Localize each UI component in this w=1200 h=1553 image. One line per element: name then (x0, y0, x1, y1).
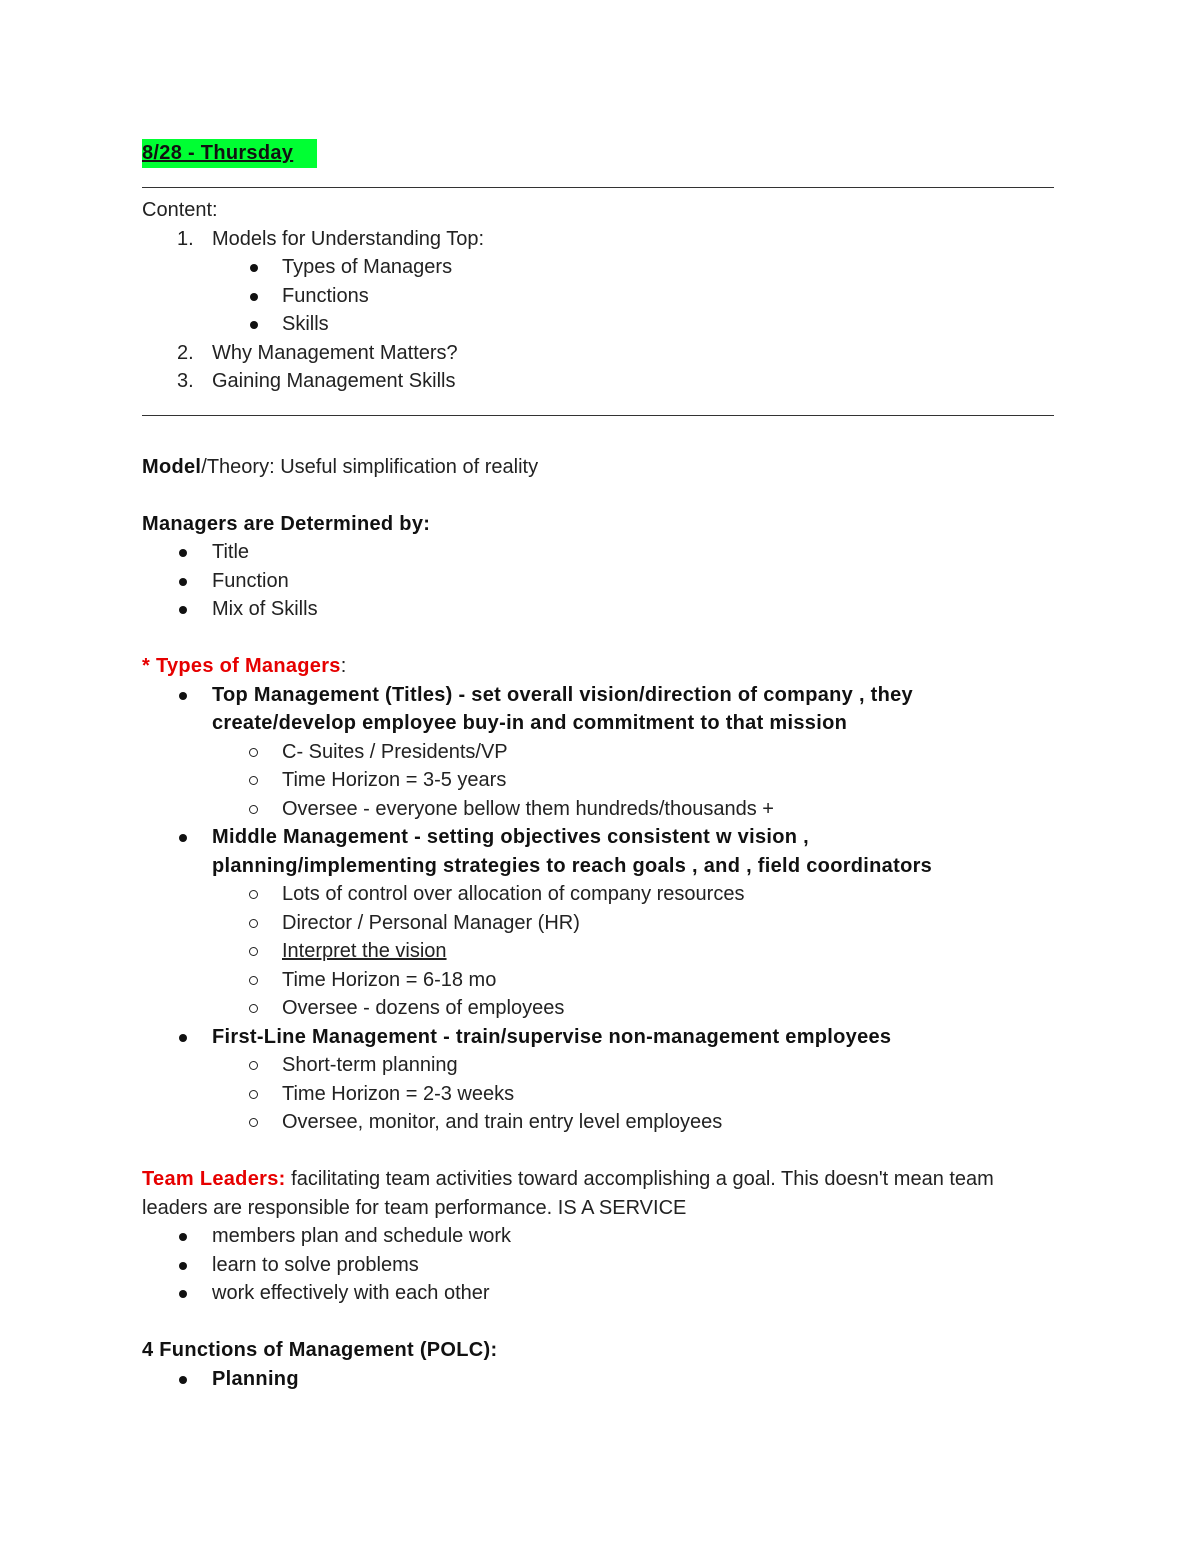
date-heading-row (142, 139, 1072, 168)
content-item-2: 2. Why Management Matters? (177, 341, 458, 364)
list-item: Planning (142, 1365, 1072, 1394)
bullet-circle-icon (249, 976, 258, 985)
list-item: work effectively with each other (142, 1279, 1072, 1308)
bullet-circle-icon (249, 919, 258, 928)
sub-item: Short-term planning (142, 1051, 1072, 1080)
bullet-dot-icon (179, 1290, 187, 1298)
middle-management-item-cont: planning/implementing strategies to reach goals , and , field coordinators (212, 854, 933, 877)
sub-item: Director / Personal Manager (HR) (142, 909, 1072, 938)
bullet-circle-icon (249, 805, 258, 814)
bullet-dot-icon (250, 264, 258, 272)
bullet-circle-icon (249, 1061, 258, 1070)
bullet-dot-icon (179, 834, 187, 842)
divider-top (142, 168, 1072, 197)
bullet-circle-icon (249, 890, 258, 899)
list-item: Function (142, 567, 1072, 596)
sub-item: Interpret the vision (142, 937, 1072, 966)
list-item: members plan and schedule work (142, 1222, 1072, 1251)
sub-item: Oversee - everyone bellow them hundreds/thousands + (142, 795, 1072, 824)
content-sub-item: Skills (142, 310, 1072, 339)
sub-item: C- Suites / Presidents/VP (142, 738, 1072, 767)
bullet-circle-icon (249, 1090, 258, 1099)
bullet-circle-icon (249, 947, 258, 956)
bullet-dot-icon (179, 606, 187, 614)
bullet-dot-icon (179, 692, 187, 700)
team-leaders-definition-cont: leaders are responsible for team performance. IS A SERVICE (142, 1196, 687, 1219)
bullet-dot-icon (179, 578, 187, 586)
divider-bottom (142, 396, 1072, 425)
content-item-1: 1. Models for Understanding Top: (177, 227, 485, 250)
bullet-dot-icon (179, 549, 187, 557)
team-leaders-definition: Team Leaders: facilitating team activities toward accomplishing a goal. This doesn't mean team (142, 1168, 994, 1190)
first-line-management-item: First-Line Management - train/supervise non-management employees (142, 1023, 1072, 1052)
bullet-circle-icon (249, 748, 258, 757)
bullet-dot-icon (179, 1376, 187, 1384)
content-sub-item: Types of Managers (142, 253, 1072, 282)
sub-item: Lots of control over allocation of company resources (142, 880, 1072, 909)
model-definition: Model/Theory: Useful simplification of reality (142, 455, 539, 478)
sub-item: Time Horizon = 3-5 years (142, 766, 1072, 795)
list-item: Mix of Skills (142, 595, 1072, 624)
bullet-dot-icon (179, 1262, 187, 1270)
sub-item: Time Horizon = 6-18 mo (142, 966, 1072, 995)
bullet-circle-icon (249, 1118, 258, 1127)
list-item: Title (142, 538, 1072, 567)
document-page (142, 139, 1072, 1393)
sub-item: Oversee - dozens of employees (142, 994, 1072, 1023)
bullet-dot-icon (179, 1233, 187, 1241)
bullet-dot-icon (250, 321, 258, 329)
bullet-circle-icon (249, 1004, 258, 1013)
types-heading: * Types of Managers: (142, 655, 347, 677)
functions-heading: 4 Functions of Management (POLC): (142, 1339, 498, 1361)
content-item-3: 3. Gaining Management Skills (177, 370, 456, 392)
content-label: Content: (142, 199, 218, 221)
middle-management-item: Middle Management - setting objectives consistent w vision , (142, 823, 1072, 852)
sub-item: Oversee, monitor, and train entry level employees (142, 1108, 1072, 1137)
list-item: learn to solve problems (142, 1251, 1072, 1280)
sub-item: Time Horizon = 2-3 weeks (142, 1080, 1072, 1109)
bullet-circle-icon (249, 776, 258, 785)
content-sub-item: Functions (142, 282, 1072, 311)
top-management-item-cont: create/develop employee buy-in and commitment to that mission (212, 712, 848, 734)
bullet-dot-icon (179, 1034, 187, 1042)
bullet-dot-icon (250, 293, 258, 301)
determined-heading: Managers are Determined by: (142, 512, 431, 535)
top-management-item: Top Management (Titles) - set overall vision/direction of company , they (142, 681, 1072, 710)
date-heading: 8/28 - Thursday (142, 139, 317, 168)
